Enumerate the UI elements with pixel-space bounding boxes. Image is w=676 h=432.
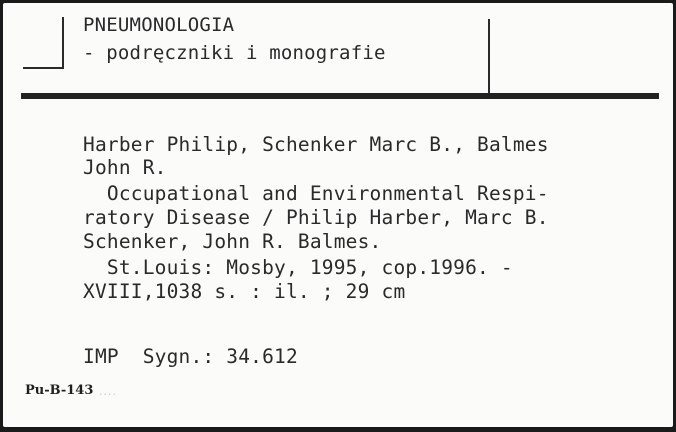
imprint-line-2: XVIII,1038 s. : il. ; 29 cm [83,280,406,303]
authors-line-2: John R. [83,156,167,179]
title-line-3: Schenker, John R. Balmes. [83,230,382,253]
title-line-1: Occupational and Environmental Respi- [83,182,549,205]
header-bracket-vertical [62,17,64,69]
header-rule [21,93,659,99]
header-bracket-horizontal [23,67,64,69]
subject-heading: PNEUMONOLOGIA [83,14,235,36]
catalog-card [3,3,673,427]
title-line-2: ratory Disease / Philip Harber, Marc B. [83,206,549,229]
authors-line-1: Harber Philip, Schenker Marc B., Balmes [83,133,549,156]
imprint-line-1: St.Louis: Mosby, 1995, cop.1996. - [83,256,513,279]
shelf-code: Pu-B-143 [25,383,94,398]
subject-subheading: - podręczniki i monografie [83,42,386,64]
header-separator [488,19,490,99]
shelf-code-dots: .... [99,385,117,398]
call-number: IMP Sygn.: 34.612 [83,345,298,368]
